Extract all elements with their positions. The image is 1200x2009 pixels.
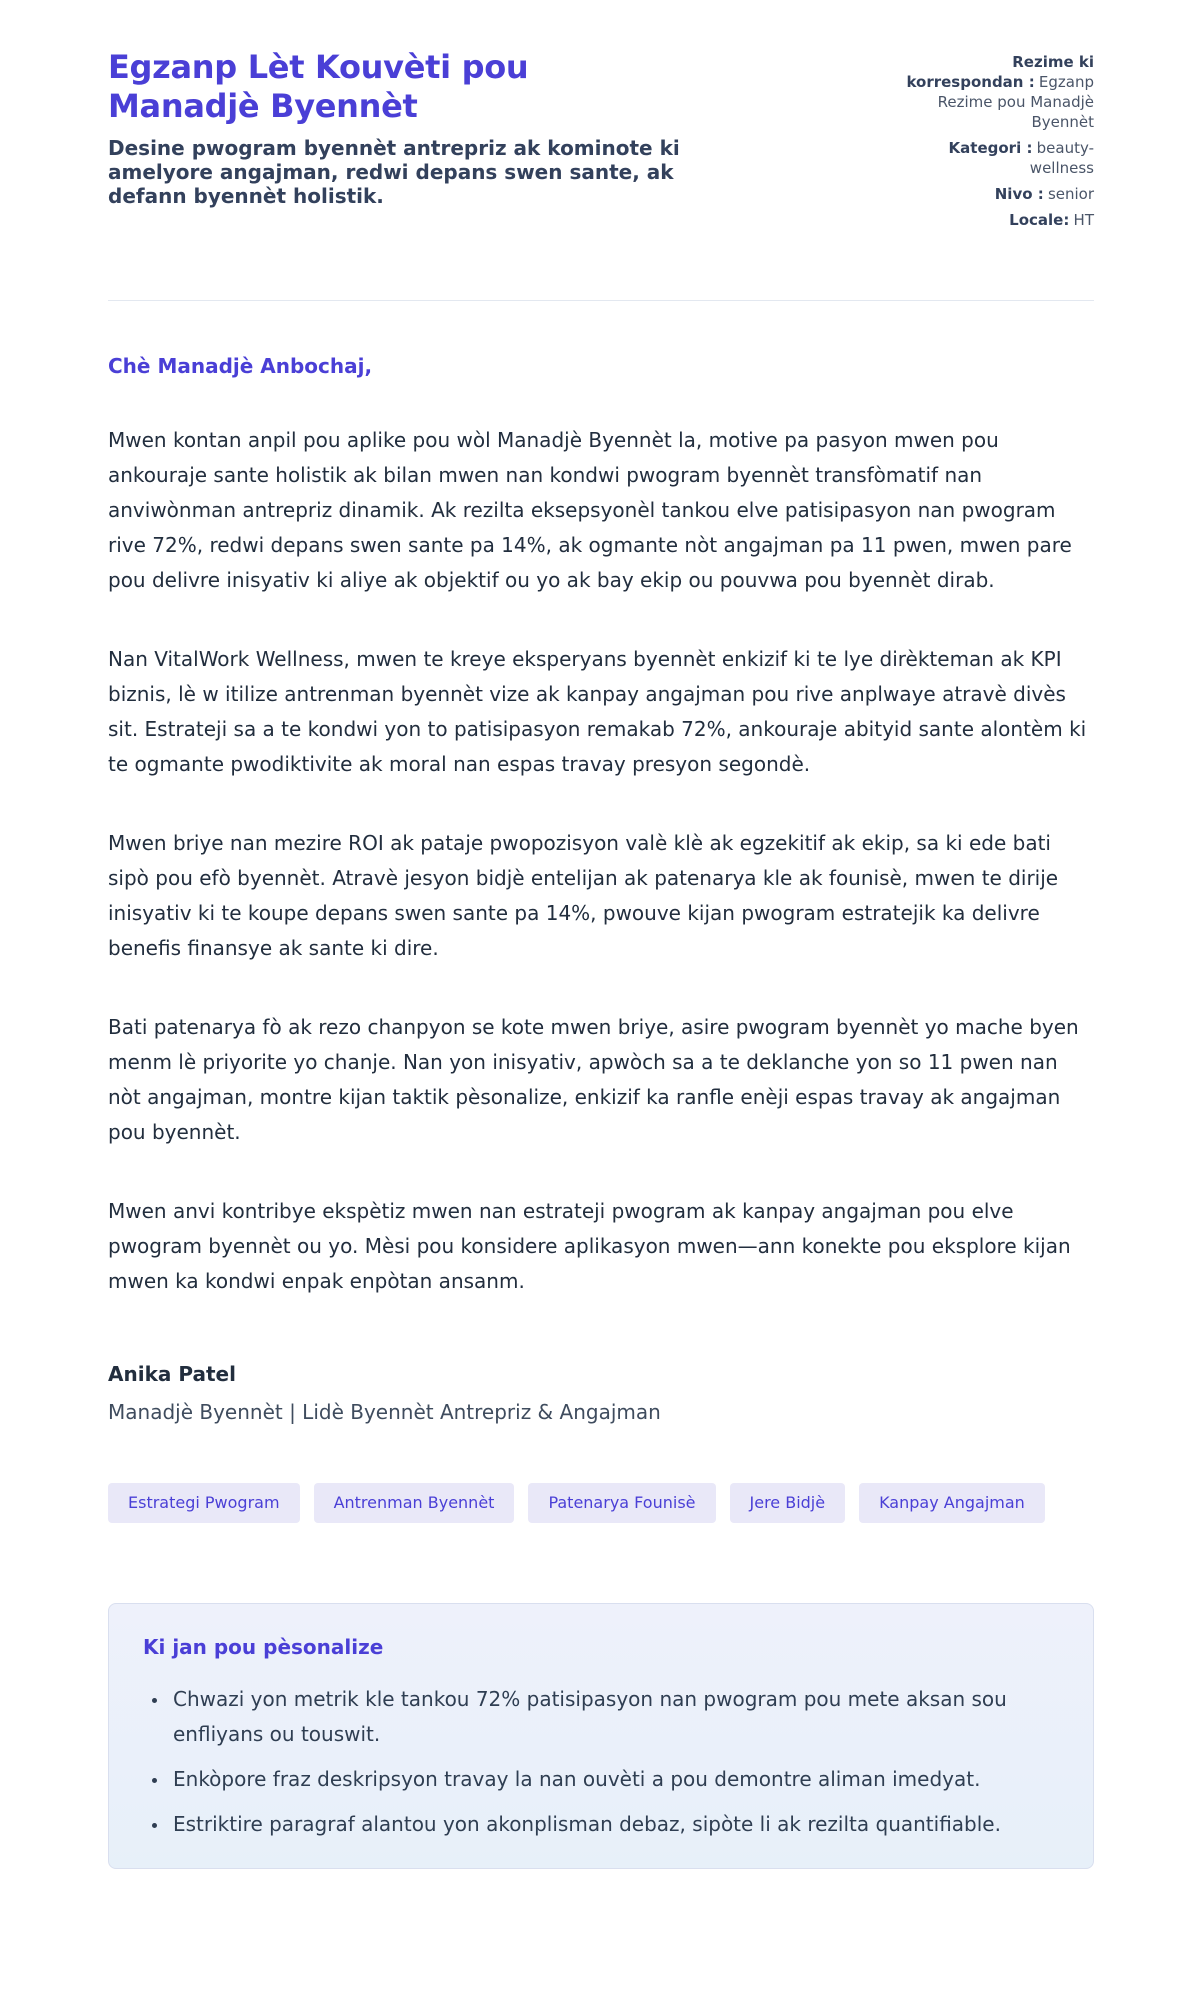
meta-row-category: [904, 138, 1094, 178]
meta-row-resume: [904, 52, 1094, 132]
skill-tags-row: [108, 1483, 1094, 1523]
tips-heading: Ki jan pou pèsonalize: [143, 1635, 384, 1659]
page-title: Egzanp Lèt Kouvèti pou Manadjè Byennèt: [108, 48, 529, 125]
page-subtitle: Desine pwogram byennèt antrepriz ak kominote ki amelyore angajman, redwi depans swen sante, ak defann byennèt holistik.: [108, 136, 680, 208]
meta-value: Egzanp Rezime pou Manadjè Byennèt: [937, 73, 1094, 131]
page-header: [108, 48, 1094, 236]
meta-row-locale: [904, 210, 1094, 230]
meta-label: Kategori :: [948, 139, 1033, 157]
signature-name: Anika Patel: [108, 1362, 236, 1386]
personalization-tips-box: [108, 1603, 1094, 1869]
tip-item: • Estriktire paragraf alantou yon akonplisman debaz, sipòte li ak rezilta quantifiable.: [169, 1807, 1059, 1842]
meta-label: Nivo :: [994, 185, 1044, 203]
meta-value: HT: [1073, 211, 1094, 229]
skill-tag: Patenarya Founisè: [528, 1483, 715, 1523]
tips-list: [143, 1682, 1059, 1842]
tip-item: • Enkòpore fraz deskripsyon travay la nan ouvèti a pou demontre aliman imedyat.: [169, 1762, 1059, 1797]
skill-tag: Jere Bidjè: [730, 1483, 846, 1523]
header-title-block: [108, 48, 688, 208]
document-meta-block: [904, 52, 1094, 236]
meta-value: beauty-wellness: [1029, 139, 1094, 177]
skill-tag: Antrenman Byennèt: [314, 1483, 515, 1523]
letter-paragraph: Mwen kontan anpil pou aplike pou wòl Manadjè Byennèt la, motive pa pasyon mwen pou ankouraje sante holistik ak bilan mwen nan kondwi pwogram byennèt transfòmatif nan anviwònman antrepriz dinamik. Ak rezilta eksepsyonèl tankou elve patisipasyon nan pwogram rive 72%, redwi depans swen sante pa 14%, ak ogmante nòt angajman pa 11 pwen, mwen pare pou delivre inisyativ ki aliye ak objektif ou yo ak bay ekip ou pouvwa pou byennèt dirab.: [108, 428, 1072, 592]
signature-title: Manadjè Byennèt | Lidè Byennèt Antrepriz & Angajman: [108, 1400, 661, 1424]
letter-greeting: Chè Manadjè Anbochaj,: [108, 354, 373, 378]
meta-value: senior: [1047, 185, 1094, 203]
header-divider: [108, 300, 1094, 301]
letter-body: [108, 353, 1094, 1427]
letter-paragraph: Mwen anvi kontribye ekspètiz mwen nan estrateji pwogram ak kanpay angajman pou elve pwogram byennèt ou yo. Mèsi pou konsidere aplikasyon mwen—ann konekte pou eksplore kijan mwen ka kondwi enpak enpòtan ansanm.: [108, 1199, 1071, 1293]
letter-paragraph: Mwen briye nan mezire ROI ak pataje pwopozisyon valè klè ak egzekitif ak ekip, sa ki ede bati sipò pou efò byennèt. Atravè jesyon bidjè entelijan ak patenarya kle ak founisè, mwen te dirije inisyativ ki te koupe depans swen sante pa 14%, pwouve kijan pwogram estratejik ka delivre benefis finansye ak sante ki dire.: [108, 831, 1059, 960]
meta-label: Locale:: [1009, 211, 1070, 229]
skill-tag: Estrategi Pwogram: [108, 1483, 300, 1523]
meta-label: Rezime ki korrespondan :: [906, 53, 1094, 91]
skill-tag: Kanpay Angajman: [859, 1483, 1045, 1523]
letter-paragraph: Bati patenarya fò ak rezo chanpyon se kote mwen briye, asire pwogram byennèt yo mache byen menm lè priyorite yo chanje. Nan yon inisyativ, apwòch sa a te deklanche yon so 11 pwen nan nòt angajman, montre kijan taktik pèsonalize, enkizif ka ranfle enèji espas travay ak angajman pou byennèt.: [108, 1015, 1079, 1144]
letter-paragraph: Nan VitalWork Wellness, mwen te kreye eksperyans byennèt enkizif ki te lye dirèkteman ak KPI biznis, lè w itilize antrenman byennèt vize ak kanpay angajman pou rive anplwaye atravè divès sit. Estrateji sa a te kondwi yon to patisipasyon remakab 72%, ankouraje abityid sante alontèm ki te ogmante pwodiktivite ak moral nan espas travay presyon segondè.: [108, 647, 1087, 776]
tip-item: • Chwazi yon metrik kle tankou 72% patisipasyon nan pwogram pou mete aksan sou enfliyans ou touswit.: [169, 1682, 1059, 1752]
meta-row-level: [904, 184, 1094, 204]
